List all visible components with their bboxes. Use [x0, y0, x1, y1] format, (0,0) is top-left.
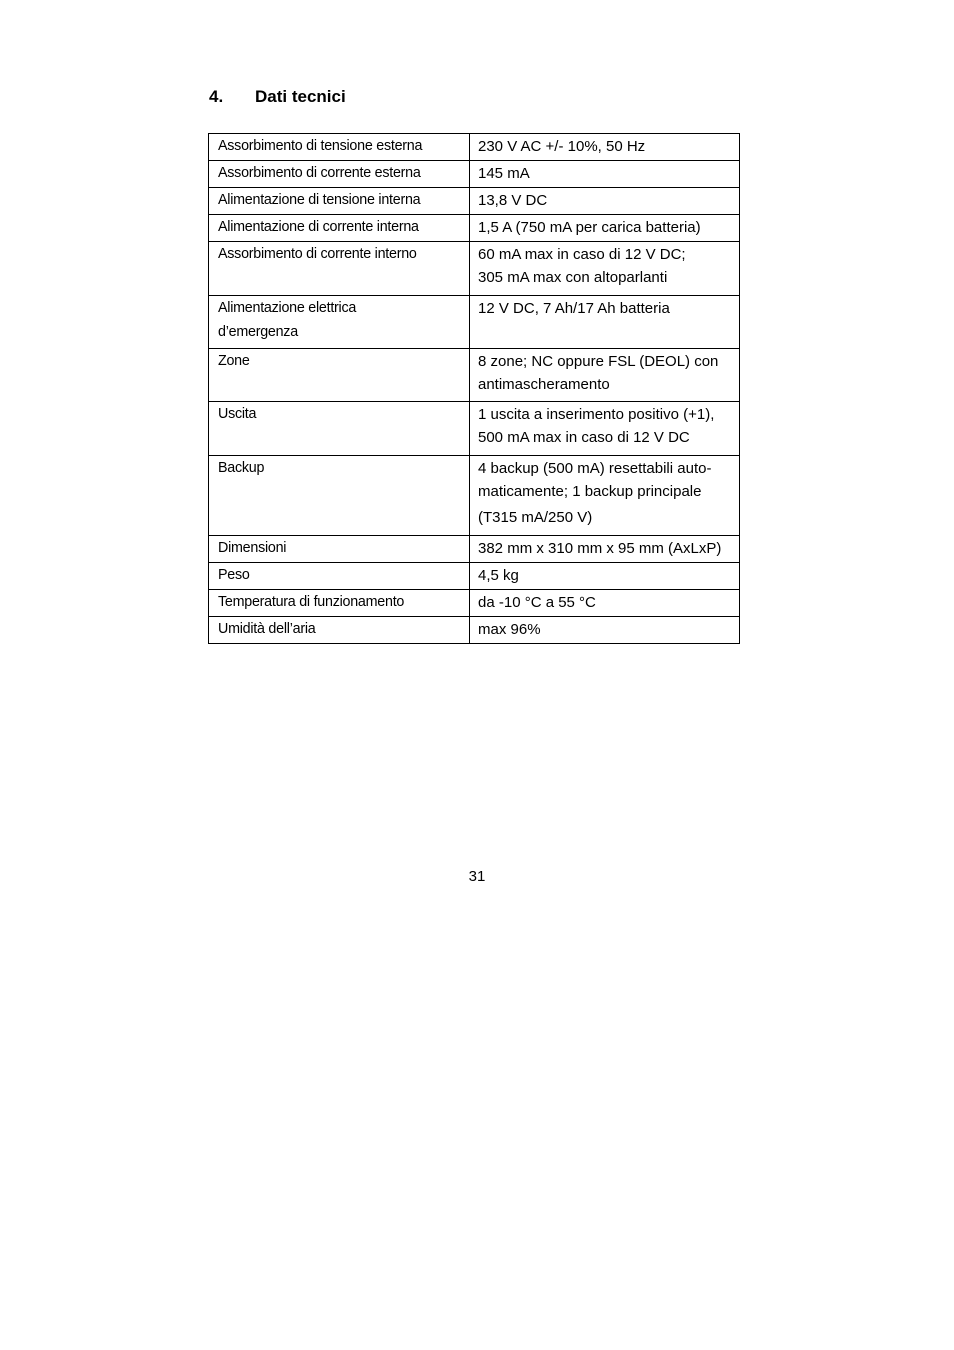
spec-label-line: Uscita	[218, 406, 257, 422]
spec-value-cell	[470, 215, 740, 242]
spec-value-line: 13,8 V DC	[478, 192, 548, 209]
spec-value-line: 4 backup (500 mA) resettabili auto-	[478, 459, 712, 477]
spec-value-line: 60 mA max in caso di 12 V DC;	[478, 246, 686, 263]
table-row	[209, 589, 740, 616]
spec-value-cell	[470, 348, 740, 402]
spec-value-cell	[470, 455, 740, 535]
spec-label-cell	[209, 589, 470, 616]
spec-label-cell	[209, 161, 470, 188]
spec-label-cell	[209, 455, 470, 535]
spec-value-cell	[470, 535, 740, 562]
spec-label-line: Assorbimento di corrente interno	[218, 246, 417, 262]
spec-value-cell	[470, 134, 740, 161]
spec-label-line: Dimensioni	[218, 539, 287, 556]
spec-label-cell	[209, 134, 470, 161]
spec-value-line: 1,5 A (750 mA per carica batteria)	[478, 219, 701, 236]
spec-value-line: 145 mA	[478, 165, 530, 182]
spec-value-line: 305 mA max con altoparlanti	[478, 269, 668, 286]
table-row	[209, 161, 740, 188]
spec-label-line: Backup	[218, 459, 265, 476]
spec-label-line: Alimentazione elettrica	[218, 299, 357, 316]
spec-label-cell	[209, 242, 470, 296]
spec-label-cell	[209, 562, 470, 589]
spec-label-cell	[209, 295, 470, 348]
spec-value-line: maticamente; 1 backup principale	[478, 482, 702, 500]
spec-label-cell	[209, 215, 470, 242]
spec-value-line: antimascheramento	[478, 375, 610, 393]
spec-label-line: Zone	[218, 352, 250, 369]
spec-value-cell	[470, 161, 740, 188]
spec-value-cell	[470, 295, 740, 348]
table-row	[209, 215, 740, 242]
spec-label-cell	[209, 616, 470, 643]
spec-value-cell	[470, 402, 740, 456]
spec-label-line: Alimentazione di corrente interna	[218, 219, 419, 235]
spec-label-line: Assorbimento di corrente esterna	[218, 165, 421, 181]
spec-value-cell	[470, 188, 740, 215]
spec-label-line: Alimentazione di tensione interna	[218, 192, 421, 208]
spec-value-line: 8 zone; NC oppure FSL (DEOL) con	[478, 352, 719, 370]
spec-value-line: 12 V DC, 7 Ah/17 Ah batteria	[478, 299, 670, 317]
section-heading	[209, 87, 346, 107]
spec-value-line: max 96%	[478, 620, 541, 638]
table-row	[209, 134, 740, 161]
table-row	[209, 242, 740, 296]
table-row	[209, 562, 740, 589]
spec-value-line: 230 V AC +/- 10%, 50 Hz	[478, 138, 646, 155]
spec-label-cell	[209, 535, 470, 562]
table-row	[209, 402, 740, 456]
spec-value-line: (T315 mA/250 V)	[478, 509, 593, 526]
spec-label-line: Peso	[218, 566, 250, 583]
spec-label-cell	[209, 402, 470, 456]
table-row	[209, 455, 740, 535]
spec-label-line: Umidità dell’aria	[218, 620, 316, 637]
technical-data-table	[208, 133, 740, 644]
table-row	[209, 348, 740, 402]
spec-label-line: Assorbimento di tensione esterna	[218, 138, 423, 154]
table-row	[209, 295, 740, 348]
spec-label-line: Temperatura di funzionamento	[218, 593, 405, 610]
spec-value-cell	[470, 242, 740, 296]
spec-value-line: 1 uscita a inserimento positivo (+1),	[478, 406, 715, 423]
spec-value-cell	[470, 562, 740, 589]
spec-value-cell	[470, 616, 740, 643]
spec-value-line: 4,5 kg	[478, 566, 519, 584]
table-row	[209, 188, 740, 215]
spec-value-cell	[470, 589, 740, 616]
spec-label-line: d’emergenza	[218, 323, 298, 340]
section-title: Dati tecnici	[255, 87, 346, 106]
spec-value-line: 500 mA max in caso di 12 V DC	[478, 429, 690, 446]
page-number: 31	[468, 868, 486, 885]
spec-label-cell	[209, 188, 470, 215]
spec-label-cell	[209, 348, 470, 402]
table-row	[209, 616, 740, 643]
spec-value-line: da -10 °C a 55 °C	[478, 593, 596, 611]
section-number: 4.	[209, 87, 224, 106]
technical-data-table-body	[209, 134, 740, 644]
table-row	[209, 535, 740, 562]
spec-value-line: 382 mm x 310 mm x 95 mm (AxLxP)	[478, 539, 722, 557]
